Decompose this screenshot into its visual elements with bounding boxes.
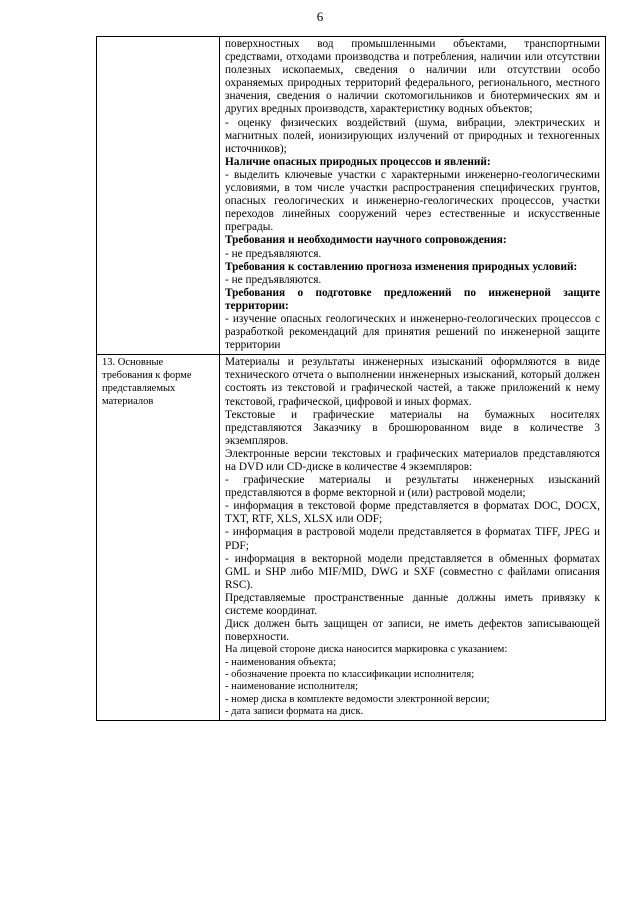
paragraph: Электронные версии текстовых и графических материалов представляются на DVD или CD-диске в количестве 4 экземпляров: xyxy=(225,447,600,473)
page-number: 6 xyxy=(316,9,324,24)
paragraph: - обозначение проекта по классификации исполнителя; xyxy=(225,668,475,680)
row-label-cell: 13. Основные требования к форме представляемых материалов xyxy=(97,355,220,721)
paragraph: - дата записи формата на диск. xyxy=(225,705,364,717)
paragraph: На лицевой стороне диска наносится маркировка с указанием: xyxy=(225,644,508,656)
paragraph: - информация в векторной модели представляется в обменных форматах GML и SHP либо MIF/MID, DWG и SXF (совместно с файлами описания RSC). xyxy=(225,552,600,591)
section-heading: Наличие опасных природных процессов и явлений: xyxy=(225,155,491,168)
paragraph: - оценку физических воздействий (шума, вибрации, электрических и магнитных полей, ионизирующих излучений от природных и техногенных источников); xyxy=(225,116,600,155)
section-heading: Требования и необходимости научного сопровождения: xyxy=(225,234,507,247)
section-heading: Требования к составлению прогноза изменения природных условий: xyxy=(225,260,578,273)
paragraph: - изучение опасных геологических и инженерно-геологических процессов с разработкой рекомендаций для принятия решений по инженерной защите территории xyxy=(225,312,600,352)
paragraph: - информация в текстовой форме представляется в форматах DOC, DOCX, TXT, RTF, XLS, XLSX или ODF; xyxy=(225,500,600,526)
table-row xyxy=(97,37,606,355)
paragraph: Материалы и результаты инженерных изысканий оформляются в виде технического отчета о выполнении инженерных изысканий, который должен состоять из текстовой и графической частей, а также приложений к нему текстовой, графической, цифровой и иных формах. xyxy=(225,356,600,408)
paragraph: - выделить ключевые участки с характерными инженерно-геологическими условиями, в том числе участки распространения специфических грунтов, опасных геологических и инженерно-геологических процессов, участки переходов линейных сооружений через естественные и искусственные преграды. xyxy=(225,168,600,234)
table-row xyxy=(97,355,606,721)
row-content-cell xyxy=(220,355,606,721)
paragraph: поверхностных вод промышленными объектами, транспортными средствами, отходами производства и потребления, наличии или отсутствии полезных ископаемых, сведения о наличии или отсутствии особо охраняемых природных территорий федерального, регионального, местного значения, сведения о наличии скотомогильников и биотермических ям и других вредных производств, характеристику водных объектов; xyxy=(225,38,600,116)
row-content-cell xyxy=(220,37,606,355)
paragraph: - наименования объекта; xyxy=(225,656,337,668)
paragraph: - не предъявляются. xyxy=(225,273,322,286)
row-label-cell xyxy=(97,37,220,355)
paragraph: - информация в растровой модели представляется в форматах TIFF, JPEG и PDF; xyxy=(225,526,600,552)
paragraph: Текстовые и графические материалы на бумажных носителях представляются Заказчику в брошюрованном виде в количестве 3 экземпляров. xyxy=(225,408,600,447)
paragraph: - номер диска в комплекте ведомости электронной версии; xyxy=(225,693,490,705)
section-heading: Требования о подготовке предложений по инженерной защите территории: xyxy=(225,286,600,312)
paragraph: Представляемые пространственные данные должны иметь привязку к системе координат. xyxy=(225,591,600,618)
paragraph: Диск должен быть защищен от записи, не иметь дефектов записывающей поверхности. xyxy=(225,618,600,644)
requirements-table xyxy=(96,36,606,721)
paragraph: - не предъявляются. xyxy=(225,247,322,260)
paragraph: - графические материалы и результаты инженерных изысканий представляются в форме векторной и (или) растровой модели; xyxy=(225,474,600,500)
paragraph: - наименование исполнителя; xyxy=(225,681,359,693)
